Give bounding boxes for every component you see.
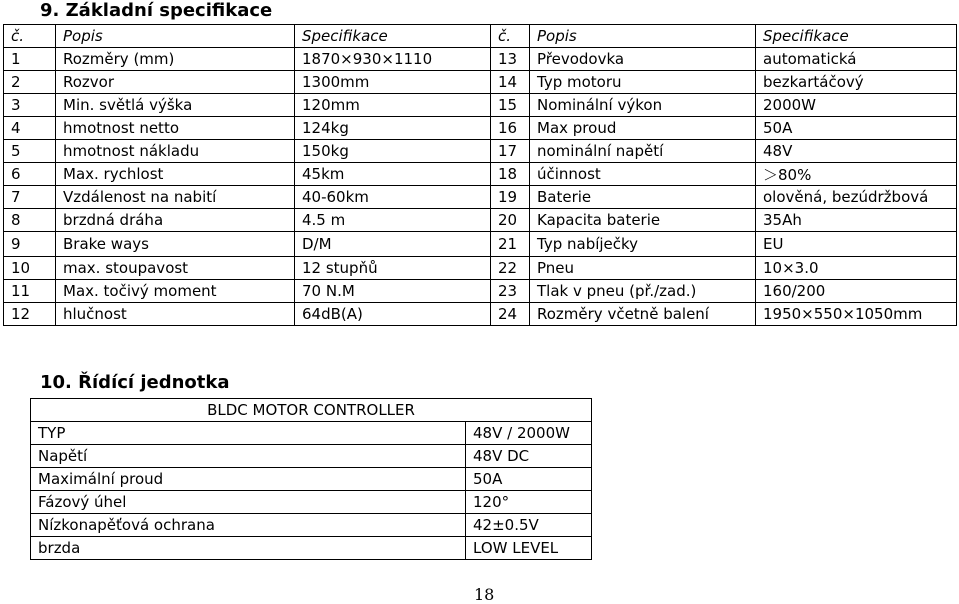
param-value: 42±0.5V <box>466 514 592 537</box>
cell-spec-right: 2000W <box>756 94 957 117</box>
table-row <box>4 303 957 326</box>
cell-no-left: 8 <box>4 209 56 232</box>
table-row <box>31 537 592 560</box>
table-row <box>4 232 957 257</box>
cell-spec-left: 45km <box>295 163 491 186</box>
header-no-right: č. <box>491 25 530 48</box>
cell-spec-left: 150kg <box>295 140 491 163</box>
controller-header: BLDC MOTOR CONTROLLER <box>31 399 592 422</box>
cell-desc-right: nominální napětí <box>530 140 756 163</box>
table-row <box>4 117 957 140</box>
section-10-title: 10. Řídící jednotka <box>40 372 230 393</box>
param-value: 48V DC <box>466 445 592 468</box>
cell-desc-left: Rozvor <box>56 71 295 94</box>
cell-spec-right: 50A <box>756 117 957 140</box>
param-label: Nízkonapěťová ochrana <box>31 514 466 537</box>
cell-desc-right: Baterie <box>530 186 756 209</box>
cell-spec-right: automatická <box>756 48 957 71</box>
cell-spec-right: olověná, bezúdržbová <box>756 186 957 209</box>
cell-no-left: 9 <box>4 232 56 257</box>
table-row <box>4 209 957 232</box>
cell-spec-left: 1870×930×1110 <box>295 48 491 71</box>
table-row <box>4 140 957 163</box>
table-row <box>31 491 592 514</box>
param-label: Fázový úhel <box>31 491 466 514</box>
cell-no-right: 24 <box>491 303 530 326</box>
cell-spec-right: EU <box>756 232 957 257</box>
cell-desc-left: Vzdálenost na nabití <box>56 186 295 209</box>
cell-desc-left: brzdná dráha <box>56 209 295 232</box>
controller-table <box>30 398 592 560</box>
table-row <box>31 422 592 445</box>
cell-no-right: 14 <box>491 71 530 94</box>
header-spec-left: Specifikace <box>295 25 491 48</box>
cell-no-left: 2 <box>4 71 56 94</box>
table-row <box>4 257 957 280</box>
spec-header-row <box>4 25 957 48</box>
param-value: 120° <box>466 491 592 514</box>
header-no-left: č. <box>4 25 56 48</box>
cell-desc-right: účinnost <box>530 163 756 186</box>
param-label: Maximální proud <box>31 468 466 491</box>
cell-desc-left: hmotnost netto <box>56 117 295 140</box>
cell-desc-left: Rozměry (mm) <box>56 48 295 71</box>
header-desc-right: Popis <box>530 25 756 48</box>
param-value: 50A <box>466 468 592 491</box>
cell-spec-right: 10×3.0 <box>756 257 957 280</box>
section-9-title: 9. Základní specifikace <box>40 0 273 21</box>
cell-spec-left: 1300mm <box>295 71 491 94</box>
cell-spec-left: 4.5 m <box>295 209 491 232</box>
cell-no-right: 19 <box>491 186 530 209</box>
table-row <box>4 94 957 117</box>
cell-spec-left: 64dB(A) <box>295 303 491 326</box>
table-row <box>4 186 957 209</box>
cell-no-left: 1 <box>4 48 56 71</box>
cell-desc-right: Typ nabíječky <box>530 232 756 257</box>
cell-desc-left: Min. světlá výška <box>56 94 295 117</box>
cell-spec-left: 12 stupňů <box>295 257 491 280</box>
cell-desc-left: hmotnost nákladu <box>56 140 295 163</box>
cell-desc-right: Typ motoru <box>530 71 756 94</box>
param-label: TYP <box>31 422 466 445</box>
param-label: brzda <box>31 537 466 560</box>
table-row <box>4 163 957 186</box>
cell-spec-right: 48V <box>756 140 957 163</box>
cell-no-right: 20 <box>491 209 530 232</box>
cell-no-left: 12 <box>4 303 56 326</box>
cell-no-left: 5 <box>4 140 56 163</box>
table-row <box>4 280 957 303</box>
cell-no-right: 13 <box>491 48 530 71</box>
cell-spec-right: 1950×550×1050mm <box>756 303 957 326</box>
cell-no-left: 7 <box>4 186 56 209</box>
controller-header-row <box>31 399 592 422</box>
cell-desc-left: max. stoupavost <box>56 257 295 280</box>
cell-spec-right: ＞80% <box>756 163 957 186</box>
cell-desc-right: Rozměry včetně balení <box>530 303 756 326</box>
cell-no-left: 6 <box>4 163 56 186</box>
cell-no-right: 23 <box>491 280 530 303</box>
cell-spec-left: D/M <box>295 232 491 257</box>
table-row <box>31 445 592 468</box>
param-value: 48V / 2000W <box>466 422 592 445</box>
table-row <box>31 468 592 491</box>
cell-desc-right: Tlak v pneu (př./zad.) <box>530 280 756 303</box>
spec-table <box>3 24 957 326</box>
cell-no-left: 10 <box>4 257 56 280</box>
cell-no-right: 22 <box>491 257 530 280</box>
cell-desc-left: Max. rychlost <box>56 163 295 186</box>
cell-spec-left: 40-60km <box>295 186 491 209</box>
cell-desc-right: Převodovka <box>530 48 756 71</box>
header-desc-left: Popis <box>56 25 295 48</box>
cell-spec-left: 120mm <box>295 94 491 117</box>
cell-no-right: 18 <box>491 163 530 186</box>
cell-no-right: 16 <box>491 117 530 140</box>
cell-desc-right: Max proud <box>530 117 756 140</box>
page-number: 18 <box>474 585 495 604</box>
cell-no-right: 21 <box>491 232 530 257</box>
cell-desc-left: Brake ways <box>56 232 295 257</box>
cell-spec-left: 70 N.M <box>295 280 491 303</box>
cell-spec-right: 35Ah <box>756 209 957 232</box>
cell-desc-right: Pneu <box>530 257 756 280</box>
param-label: Napětí <box>31 445 466 468</box>
header-spec-right: Specifikace <box>756 25 957 48</box>
cell-desc-right: Nominální výkon <box>530 94 756 117</box>
cell-spec-right: bezkartáčový <box>756 71 957 94</box>
cell-no-right: 17 <box>491 140 530 163</box>
cell-no-right: 15 <box>491 94 530 117</box>
table-row <box>31 514 592 537</box>
table-row <box>4 71 957 94</box>
cell-desc-left: Max. točivý moment <box>56 280 295 303</box>
cell-no-left: 3 <box>4 94 56 117</box>
cell-desc-right: Kapacita baterie <box>530 209 756 232</box>
cell-desc-left: hlučnost <box>56 303 295 326</box>
cell-no-left: 4 <box>4 117 56 140</box>
cell-spec-left: 124kg <box>295 117 491 140</box>
cell-spec-right: 160/200 <box>756 280 957 303</box>
param-value: LOW LEVEL <box>466 537 592 560</box>
table-row <box>4 48 957 71</box>
cell-no-left: 11 <box>4 280 56 303</box>
